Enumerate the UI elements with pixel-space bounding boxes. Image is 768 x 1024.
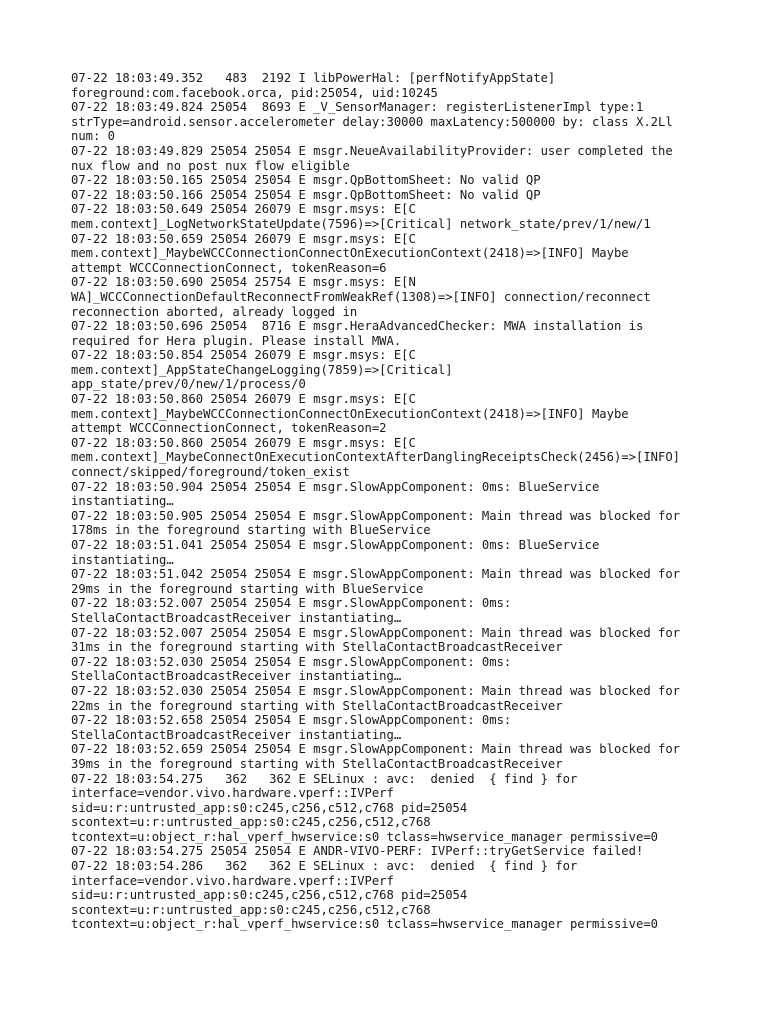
log-line: 07-22 18:03:51.042 25054 25054 E msgr.SlowAppComponent: Main thread was blocked for (71, 567, 681, 582)
log-line: mem.context]_MaybeWCCConnectionConnectOnExecutionContext(2418)=>[INFO] Maybe (71, 406, 629, 421)
log-line: 07-22 18:03:52.007 25054 25054 E msgr.SlowAppComponent: Main thread was blocked for (71, 625, 681, 640)
log-line: sid=u:r:untrusted_app:s0:c245,c256,c512,c768 pid=25054 (71, 800, 468, 815)
log-line: tcontext=u:object_r:hal_vperf_hwservice:s0 tclass=hwservice_manager permissive=0 (71, 917, 658, 932)
log-line: reconnection aborted, already logged in (71, 304, 358, 319)
log-line: instantiating… (71, 552, 174, 567)
log-line: 07-22 18:03:54.275 362 362 E SELinux : avc: denied { find } for (71, 771, 578, 786)
log-line: 07-22 18:03:51.041 25054 25054 E msgr.SlowAppComponent: 0ms: BlueService (71, 538, 600, 552)
log-line: connect/skipped/foreground/token_exist (71, 465, 350, 480)
log-line: mem.context]_MaybeConnectOnExecutionContextAfterDanglingReceiptsCheck(2456)=>[INFO] (71, 450, 681, 465)
log-line: interface=vendor.vivo.hardware.vperf::IVPerf (71, 786, 394, 801)
log-line: required for Hera plugin. Please install MWA. (71, 333, 402, 348)
log-line: 07-22 18:03:50.649 25054 26079 E msgr.msys: E[C (71, 202, 416, 217)
log-line: 07-22 18:03:52.658 25054 25054 E msgr.SlowAppComponent: 0ms: (71, 713, 512, 728)
log-line: num: 0 (71, 129, 116, 144)
log-line: 22ms in the foreground starting with StellaContactBroadcastReceiver (71, 698, 563, 713)
log-line: 07-22 18:03:52.030 25054 25054 E msgr.SlowAppComponent: 0ms: (71, 654, 512, 669)
log-line: 07-22 18:03:50.166 25054 25054 E msgr.QpBottomSheet: No valid QP (71, 187, 541, 202)
log-line: 07-22 18:03:54.286 362 362 E SELinux : avc: denied { find } for (71, 859, 578, 874)
log-line: 39ms in the foreground starting with StellaContactBroadcastReceiver (71, 756, 563, 771)
log-line: strType=android.sensor.accelerometer delay:30000 maxLatency:500000 by: class X.2Ll (71, 114, 673, 129)
log-line: 29ms in the foreground starting with BlueService (71, 581, 424, 596)
log-line: StellaContactBroadcastReceiver instantiating… (71, 669, 402, 684)
log-line: 07-22 18:03:50.854 25054 26079 E msgr.msys: E[C (71, 348, 416, 363)
log-line: 07-22 18:03:50.696 25054 8716 E msgr.HeraAdvancedChecker: MWA installation is (71, 319, 644, 334)
log-line: 07-22 18:03:50.690 25054 25754 E msgr.msys: E[N (71, 275, 416, 290)
log-line: sid=u:r:untrusted_app:s0:c245,c256,c512,c768 pid=25054 (71, 888, 468, 903)
log-line: mem.context]_AppStateChangeLogging(7859)=>[Critical] (71, 362, 453, 377)
log-line: 07-22 18:03:52.007 25054 25054 E msgr.SlowAppComponent: 0ms: (71, 596, 512, 611)
log-line: 07-22 18:03:50.860 25054 26079 E msgr.msys: E[C (71, 435, 416, 450)
log-line: 07-22 18:03:50.165 25054 25054 E msgr.QpBottomSheet: No valid QP (71, 173, 541, 188)
log-document (71, 71, 711, 932)
log-line: 07-22 18:03:50.860 25054 26079 E msgr.msys: E[C (71, 392, 416, 407)
log-line: scontext=u:r:untrusted_app:s0:c245,c256,c512,c768 (71, 815, 431, 830)
log-line: attempt WCCConnectionConnect, tokenReason=6 (71, 260, 387, 275)
log-line: 07-22 18:03:49.829 25054 25054 E msgr.NeueAvailabilityProvider: user completed the (71, 143, 673, 158)
log-line: 07-22 18:03:52.659 25054 25054 E msgr.SlowAppComponent: Main thread was blocked for (71, 742, 681, 757)
log-line: StellaContactBroadcastReceiver instantiating… (71, 610, 402, 625)
log-line: app_state/prev/0/new/1/process/0 (71, 377, 306, 392)
log-line: WA]_WCCConnectionDefaultReconnectFromWeakRef(1308)=>[INFO] connection/reconnect (71, 289, 651, 304)
log-line: interface=vendor.vivo.hardware.vperf::IVPerf (71, 873, 394, 888)
log-line: 31ms in the foreground starting with StellaContactBroadcastReceiver (71, 640, 563, 655)
log-line: 07-22 18:03:52.030 25054 25054 E msgr.SlowAppComponent: Main thread was blocked for (71, 683, 681, 698)
log-line: 07-22 18:03:49.352 483 2192 I libPowerHal: [perfNotifyAppState] (71, 71, 556, 85)
log-line: 07-22 18:03:50.659 25054 26079 E msgr.msys: E[C (71, 231, 416, 246)
log-line: 178ms in the foreground starting with BlueService (71, 523, 431, 538)
log-line: attempt WCCConnectionConnect, tokenReason=2 (71, 421, 387, 436)
log-line: mem.context]_MaybeWCCConnectionConnectOnExecutionContext(2418)=>[INFO] Maybe (71, 246, 629, 261)
log-line: StellaContactBroadcastReceiver instantiating… (71, 727, 402, 742)
log-line: foreground:com.facebook.orca, pid:25054, uid:10245 (71, 85, 438, 100)
log-line: tcontext=u:object_r:hal_vperf_hwservice:s0 tclass=hwservice_manager permissive=0 (71, 829, 658, 844)
log-line: 07-22 18:03:50.905 25054 25054 E msgr.SlowAppComponent: Main thread was blocked for (71, 508, 681, 523)
log-line: 07-22 18:03:50.904 25054 25054 E msgr.SlowAppComponent: 0ms: BlueService (71, 479, 600, 494)
log-line: 07-22 18:03:49.824 25054 8693 E _V_SensorManager: registerListenerImpl type:1 (71, 100, 644, 115)
log-line: instantiating… (71, 494, 174, 509)
log-line: mem.context]_LogNetworkStateUpdate(7596)=>[Critical] network_state/prev/1/new/1 (71, 216, 651, 231)
log-line: nux flow and no post nux flow eligible (71, 158, 350, 173)
log-line: 07-22 18:03:54.275 25054 25054 E ANDR-VIVO-PERF: IVPerf::tryGetService failed! (71, 844, 644, 859)
log-line: scontext=u:r:untrusted_app:s0:c245,c256,c512,c768 (71, 902, 431, 917)
